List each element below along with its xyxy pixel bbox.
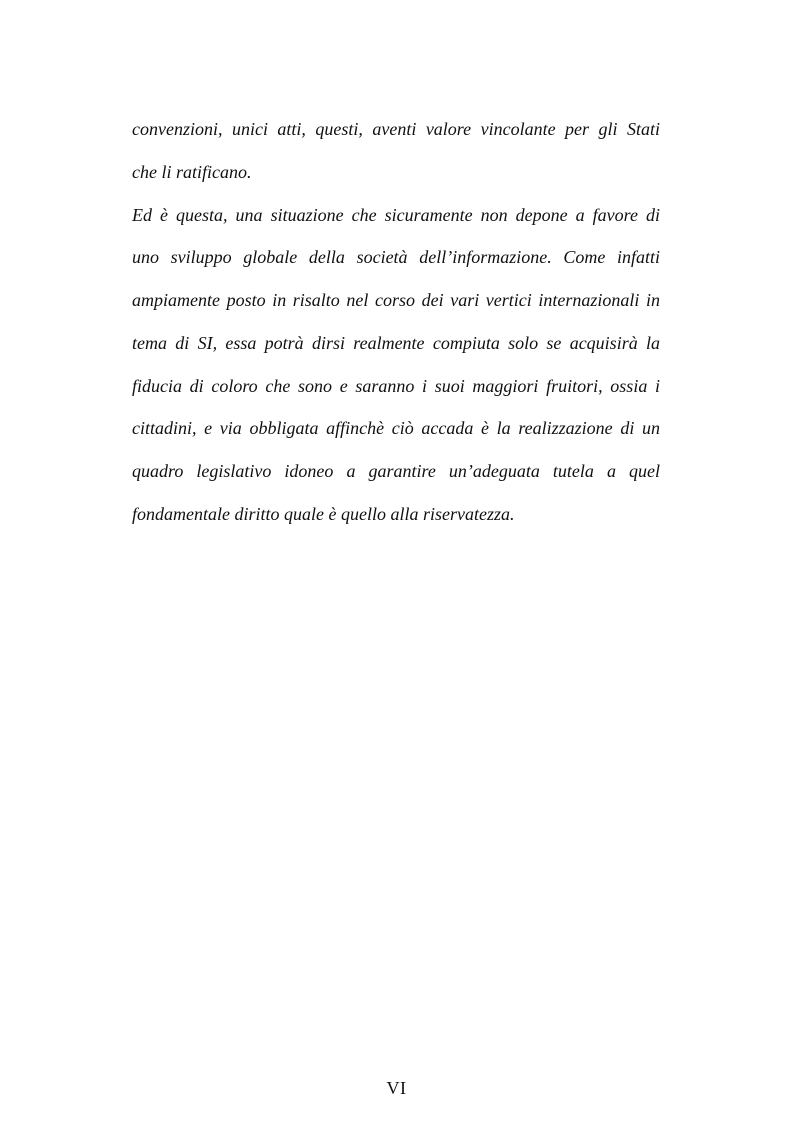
text-line: fondamentale diritto quale è quello alla riservatezza. <box>132 503 515 524</box>
text-line: che li ratificano. <box>132 161 252 182</box>
text-line: tema di SI, essa potrà dirsi realmente compiuta solo se acquisirà la <box>132 332 660 353</box>
text-line: fiducia di coloro che sono e saranno i suoi maggiori fruitori, ossia i <box>132 375 660 396</box>
body-text <box>132 108 660 536</box>
text-line: Ed è questa, una situazione che sicuramente non depone a favore di <box>132 204 660 225</box>
text-line: uno sviluppo globale della società dell’informazione. Come infatti <box>132 247 660 268</box>
page-number: VI <box>386 1078 407 1098</box>
text-line: cittadini, e via obbligata affinchè ciò accada è la realizzazione di un <box>132 418 660 439</box>
text-line: convenzioni, unici atti, questi, aventi valore vincolante per gli Stati <box>132 119 660 139</box>
text-line: quadro legislativo idoneo a garantire un’adeguata tutela a quel <box>132 461 660 481</box>
text-line: ampiamente posto in risalto nel corso dei vari vertici internazionali in <box>132 290 660 310</box>
